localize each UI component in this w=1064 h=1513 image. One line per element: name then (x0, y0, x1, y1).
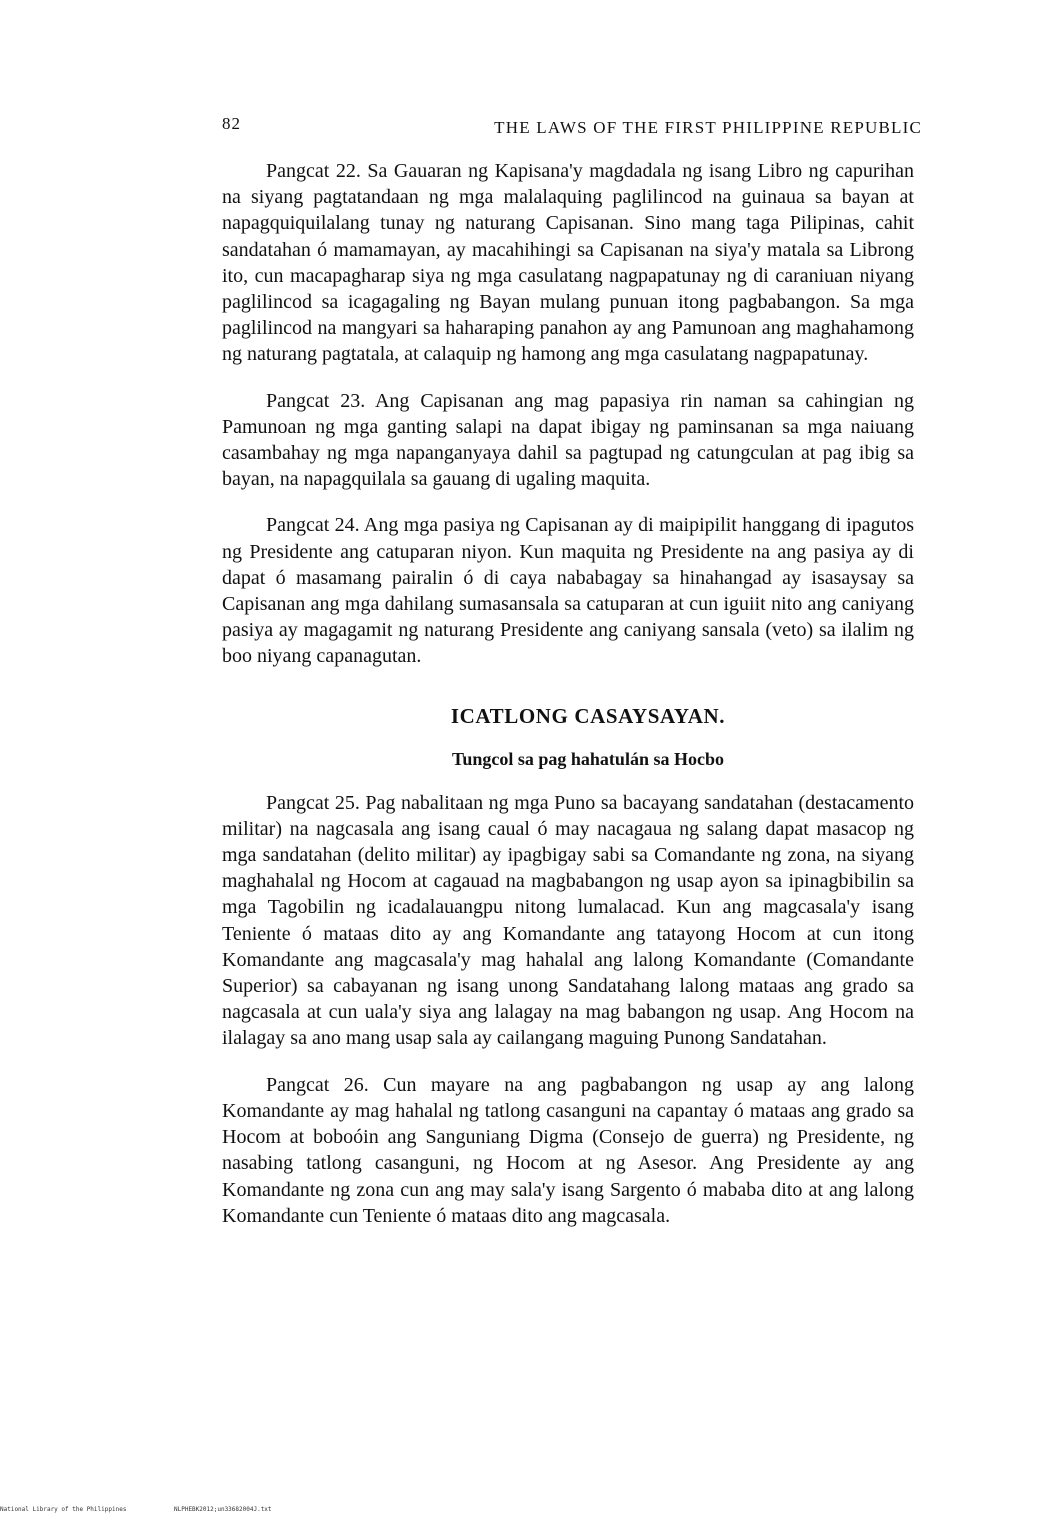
body-text (222, 158, 914, 1229)
page-number: 82 (222, 114, 241, 133)
running-title: THE LAWS OF THE FIRST PHILIPPINE REPUBLIC (494, 118, 922, 137)
article-24: Pangcat 24. Ang mga pasiya ng Capisanan ay di maipipilit hanggang di ipagutos ng Presidente ang catuparan niyon. Kun maquita ng Presidente na ang pasiya ay di dapat ó masamang pairalin ó di caya nababagay sa hinahangad ay isasaysay sa Capisanan ang mga dahilang sumasansala sa catuparan at cun iguiit nito ang caniyang pasiya ay magagamit ng naturang Presidente ang caniyang sansala (veto) sa ilalim ng boo niyang capanagutan. (222, 514, 914, 668)
article-25: Pangcat 25. Pag nabalitaan ng mga Puno sa bacayang sandatahan (destacamento militar) na nagcasala ang isang caual ó may nacagaua ng salang dapat masacop ng mga sandatahan (delito militar) ay ipagbigay sabi sa Comandante ng zona, na siyang maghahalal ng Hocom at cagauad na magbabangon ng usap ayon sa ipinagbibilin sa mga Tagobilin ng icadalauangpu nitong lumalacad. Kun ang magcasala'y isang Teniente ó mataas dito ay ang Komandante ang tatayong Hocom at cun itong Komandante ang magcasala'y mag hahalal ang lalong Komandante (Comandante Superior) sa cabayanan ng isang unong Sandatahang lalong mataas ang grado sa nagcasala at cun uala'y siya ang lalagay na mag babangon ng usap. Ang Hocom na ilalagay sa ano mang usap sala ay cailangang maguing Punong Sandatahan. (222, 791, 914, 1050)
chapter-subtitle: Tungcol sa pag hahatulán sa Hocbo (452, 748, 724, 769)
footer-code: NLPHEBK2012;un33682004J.txt (174, 1506, 272, 1513)
article-23: Pangcat 23. Ang Capisanan ang mag papasiya rin naman sa cahingian ng Pamunoan ng mga ganting salapi na dapat ibigay ng paminsanan sa mga naiuang casambahay ng mga napanganyaya dahil sa pagtupad ng catungculan at pag ibig sa bayan, na napagquilala sa gauang di ugaling maquita. (222, 389, 914, 491)
article-26: Pangcat 26. Cun mayare na ang pagbabangon ng usap ay ang lalong Komandante ay mag hahalal ng tatlong casanguni na capantay ó mataas ang grado sa Hocom at boboóin ang Sanguniang Digma (Consejo de guerra) ng Presidente, ng nasabing tatlong casanguni, ng Hocom at ng Asesor. Ang Presidente ay ang Komandante ng zona cun ang may sala'y isang Sargento ó mababa dito at ang lalong Komandante cun Teniente ó mataas dito ang magcasala. (222, 1073, 914, 1227)
chapter-title: ICATLONG CASAYSAYAN. (450, 703, 726, 728)
article-22: Pangcat 22. Sa Gauaran ng Kapisana'y magdadala ng isang Libro ng capurihan na siyang pagtatandaan ng mga malalaquing paglilincod na guinaua sa bayan at napagquiquilalang tunay ng naturang Capisanan. Sino mang taga Pilipinas, cahit sandatahan ó mamamayan, ay macahihingi sa Capisanan na siya'y matala sa Librong ito, cun macapagharap siya ng mga casulatang nagpapatunay ng di caraniuan niyang paglilincod sa icagagaling ng Bayan mulang punuan itong pagbabangon. Sa mga paglilincod na mangyari sa haharaping panahon ay ang Pamunoan ang maghahamong ng naturang pagtatala, at calaquip ng hamong ang mga casulatang nagpapatunay. (222, 160, 914, 366)
running-head (222, 114, 922, 140)
footer-library: National Library of the Philippines (0, 1506, 127, 1513)
